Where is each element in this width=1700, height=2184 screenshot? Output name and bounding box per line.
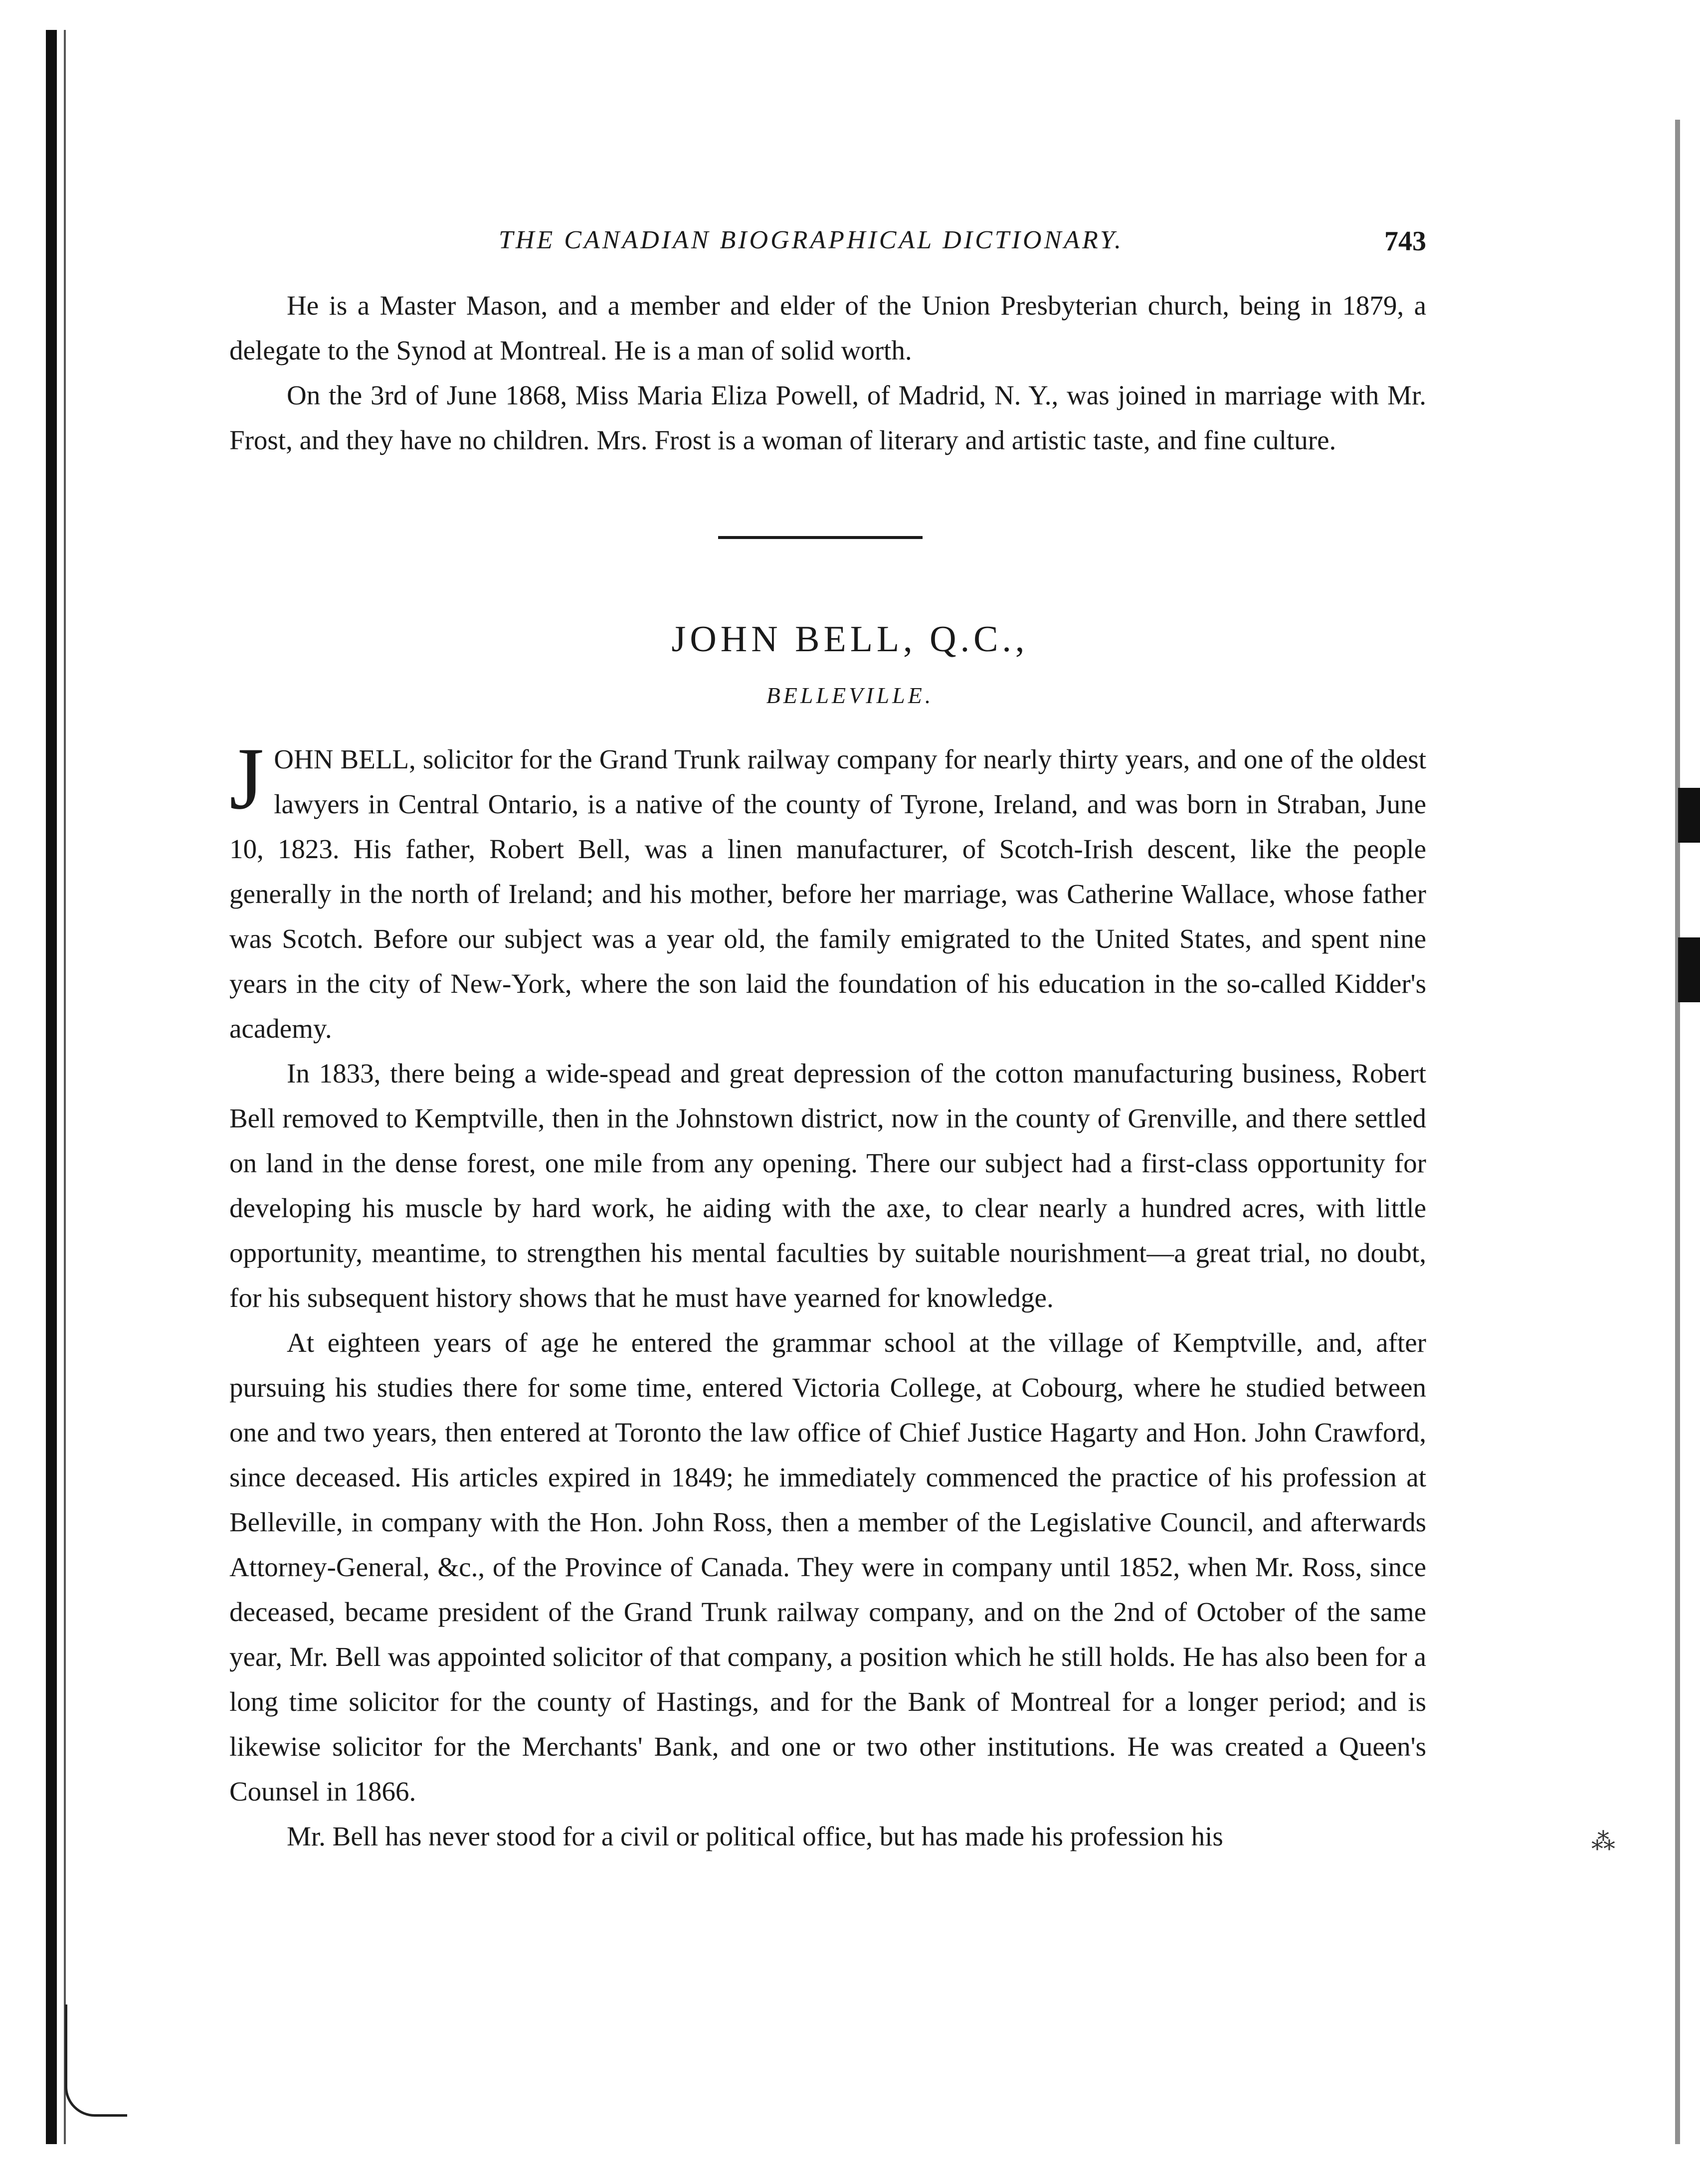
section-divider [718, 536, 923, 539]
article-place: BELLEVILLE. [766, 683, 934, 708]
article-title: JOHN BELL, Q.C., [671, 619, 1029, 660]
first-paragraph-text: OHN BELL, solicitor for the Grand Trunk railway company for nearly thirty years, and one of the oldest lawyers in Central Ontario, is a native of the county of Tyrone, Ireland, and was born in Straban, June 10, 1823. His father, Robert Bell, was a linen manufacturer, of Scotch-Irish descent, like the people generally in the north of Ireland; and his mother, before her marriage, was Catherine Wallace, whose father was Scotch. Before our subject was a year old, the family emigrated to the United States, and spent nine years in the city of New-York, where the son laid the foundation of his education in the so-called Kidder's academy. [229, 744, 1426, 1044]
binding-edge-left-line [64, 30, 66, 2144]
scan-edge-mark [1678, 937, 1700, 1002]
paragraph: Mr. Bell has never stood for a civil or political office, but has made his profession his [287, 1821, 1223, 1851]
paragraph: On the 3rd of June 1868, Miss Maria Eliza Powell, of Madrid, N. Y., was joined in marriage with Mr. Frost, and they have no children. Mrs. Frost is a woman of literary and artistic taste, and fine culture. [229, 380, 1426, 455]
continuation-text [229, 283, 1426, 463]
binding-edge-right [1675, 120, 1680, 2144]
article-body [229, 729, 1426, 1859]
scan-corner-mark [65, 2004, 127, 2117]
paragraph: At eighteen years of age he entered the grammar school at the village of Kemptville, and, after pursuing his studies there for some time, entered Victoria College, at Cobourg, where he studied between one and two years, then entered at Toronto the law office of Chief Justice Hagarty and Hon. John Crawford, since deceased. His articles expired in 1849; he immediately commenced the practice of his profession at Belleville, in company with the Hon. John Ross, then a member of the Legislative Council, and afterwards Attorney-General, &c., of the Province of Canada. They were in company until 1852, when Mr. Ross, since deceased, became president of the Grand Trunk railway company, and on the 2nd of October of the same year, Mr. Bell was appointed solicitor of that company, a position which he still holds. He has also been for a long time solicitor for the county of Hastings, and for the Bank of Montreal for a longer period; and is likewise solicitor for the Merchants' Bank, and one or two other institutions. He was created a Queen's Counsel in 1866. [229, 1327, 1426, 1807]
paragraph: He is a Master Mason, and a member and elder of the Union Presbyterian church, being in 1879, a delegate to the Synod at Montreal. He is a man of solid worth. [229, 290, 1426, 365]
scan-edge-mark [1678, 788, 1700, 843]
paragraph: In 1833, there being a wide-spead and great depression of the cotton manufacturing business, Robert Bell removed to Kemptville, then in the Johnstown district, now in the county of Grenville, and there settled on land in the dense forest, one mile from any opening. There our subject had a first-class opportunity for developing his muscle by hard work, he aiding with the axe, to clear nearly a hundred acres, with little opportunity, meantime, to strengthen his mental faculties by suitable nourishment—a great trial, no doubt, for his subsequent history shows that he must have yearned for knowledge. [229, 1058, 1426, 1313]
page-number: 743 [1384, 226, 1426, 257]
binding-edge-left [46, 30, 57, 2144]
running-head: THE CANADIAN BIOGRAPHICAL DICTIONARY. [499, 226, 1124, 254]
page-header [229, 225, 1436, 265]
paragraph [229, 729, 1426, 1051]
margin-mark: ⁂ [1591, 1828, 1615, 1855]
drop-cap: J [229, 729, 264, 828]
